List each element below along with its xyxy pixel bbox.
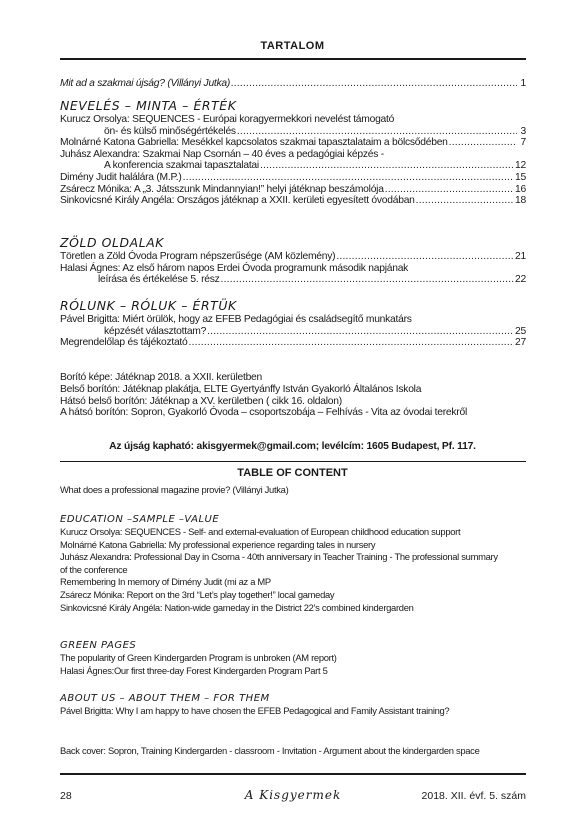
section-heading: EDUCATION –SAMPLE –VALUE bbox=[60, 514, 220, 525]
toc-entry-title: Zsárecz Mónika: A „3. Játsszunk Mindannyian!” helyi játéknap beszámolója bbox=[60, 183, 384, 195]
toc-entry-page: 3 bbox=[520, 125, 526, 137]
english-entry: Juhász Alexandra: Professional Day in Csorna - 40th anniversary in Teacher Training - The professional summary bbox=[60, 551, 498, 563]
english-entry: Remembering In memory of Dimény Judit (mi az a MP bbox=[60, 576, 271, 588]
toc-section-zold-oldalak bbox=[60, 232, 526, 286]
toc-entry bbox=[60, 78, 526, 90]
english-section-education bbox=[60, 513, 530, 614]
dot-leader bbox=[260, 160, 514, 172]
toc-entry-title: Halasi Ágnes: Az első három napos Erdei Óvoda programunk második napjának bbox=[60, 262, 409, 274]
dot-leader bbox=[449, 137, 517, 149]
toc-section-rolunk bbox=[60, 295, 526, 349]
dot-leader bbox=[207, 326, 514, 338]
footer-rule bbox=[60, 773, 526, 775]
credit-line: A hátsó borítón: Sopron, Gyakorló Óvoda – csoportszobája – Felhívás - Vita az óvodai terekről bbox=[60, 407, 467, 419]
toc-entry bbox=[60, 251, 526, 263]
toc-section-neveles bbox=[60, 95, 526, 207]
toc-entry-title: Dimény Judit halálára (M.P.) bbox=[60, 171, 182, 183]
toc-entry bbox=[60, 172, 526, 184]
toc-entry bbox=[60, 337, 526, 349]
english-back-cover bbox=[60, 745, 530, 758]
toc-entry bbox=[60, 263, 526, 286]
page-footer bbox=[60, 790, 526, 806]
english-section-green bbox=[60, 639, 530, 677]
magazine-name: A Kisgyermek bbox=[244, 788, 342, 802]
toc-entry-page: 1 bbox=[520, 78, 526, 89]
section-heading: RÓLUNK – RÓLUK – ÉRTÜK bbox=[60, 298, 237, 313]
toc-entry-title: Töretlen a Zöld Óvoda Program népszerűsége (AM közlemény) bbox=[60, 251, 336, 262]
toc-entry-page: 16 bbox=[515, 183, 526, 195]
credit-line: Borító képe: Játéknap 2018. a XXII. kerületben bbox=[60, 372, 263, 383]
english-intro bbox=[60, 484, 530, 497]
toc-entry-title-cont: ön- és külső minőségértékelés bbox=[104, 125, 236, 137]
toc-entry-title: Juhász Alexandra: Szakmai Nap Csornán – 40 éves a pedagógiai képzés - bbox=[60, 148, 384, 160]
english-entry: of the conference bbox=[60, 563, 128, 575]
toc-entry-page: 7 bbox=[520, 137, 526, 149]
toc-entry-title: Pável Brigitta: Miért örülök, hogy az EFEB Pedagógiai és családsegítő munkatárs bbox=[60, 314, 412, 325]
dot-leader bbox=[231, 78, 517, 90]
english-entry: Back cover: Sopron, Training Kindergarden - classroom - Invitation - Argument about the kindergarden space bbox=[60, 745, 480, 756]
toc-entry-page: 21 bbox=[515, 251, 526, 262]
header-rule bbox=[60, 58, 526, 60]
toc-entry-page: 12 bbox=[515, 160, 526, 172]
toc-entry bbox=[60, 314, 526, 337]
toc-entry-page: 27 bbox=[515, 337, 526, 349]
toc-entry-title-cont: képzését választottam? bbox=[104, 325, 207, 337]
toc-entry-title-cont: leírása és értékelése 5. rész bbox=[98, 274, 220, 286]
english-entry: What does a professional magazine provie? (Villányi Jutka) bbox=[60, 484, 289, 495]
divider-rule bbox=[60, 461, 526, 462]
dot-leader bbox=[416, 195, 514, 207]
english-entry: Halasi Ágnes:Our first three-day Forest Kindergarden Program Part 5 bbox=[60, 664, 328, 676]
credit-line: Hátsó belső borítón: Játéknap a XV. kerületben ( cikk 16. oldalon) bbox=[60, 395, 342, 407]
section-heading: ZÖLD OLDALAK bbox=[60, 235, 165, 250]
english-entry: Pável Brigitta: Why I am happy to have chosen the EFEB Pedagogical and Family Assistant training? bbox=[60, 705, 450, 716]
english-entry: Kurucz Orsolya: SEQUENCES - Self- and external-evaluation of European childhood education support bbox=[60, 526, 461, 537]
contact-line: Az újság kapható: akisgyermek@gmail.com; levélcím: 1605 Budapest, Pf. 117. bbox=[109, 441, 476, 452]
english-toc-title: TABLE OF CONTENT bbox=[237, 467, 348, 479]
toc-entry-page: 15 bbox=[515, 171, 526, 183]
toc-entry-title: Kurucz Orsolya: SEQUENCES - Európai koragyermekkori nevelést támogató bbox=[60, 114, 395, 125]
english-entry: Sinkovicsné Király Angéla: Nation-wide gameday in the District 22’s combined kindergarden bbox=[60, 601, 414, 613]
dot-leader bbox=[189, 337, 515, 349]
toc-entry-title: Molnárné Katona Gabriella: Mesékkel kapcsolatos szakmai tapasztalataim a bölcsődében bbox=[60, 137, 448, 149]
dot-leader bbox=[336, 251, 514, 263]
toc-entry-page: 25 bbox=[515, 325, 526, 337]
english-entry: Molnárné Katona Gabriella: My professional experience regarding tales in nursery bbox=[60, 538, 376, 550]
toc-entry bbox=[60, 195, 526, 207]
page-title: TARTALOM bbox=[260, 40, 325, 52]
toc-entry-page: 22 bbox=[515, 274, 526, 286]
toc-entry-title: Mit ad a szakmai újság? (Villányi Jutka) bbox=[60, 78, 231, 89]
credit-line: Belső borítón: Játéknap plakátja, ELTE Gyertyánffy István Gyakorló Általános Iskola bbox=[60, 383, 422, 395]
dot-leader bbox=[237, 126, 517, 138]
english-section-about bbox=[60, 692, 530, 718]
toc-entry-page: 18 bbox=[515, 195, 526, 207]
issue-info: 2018. XII. évf. 5. szám bbox=[421, 790, 526, 802]
section-heading: NEVELÉS – MINTA – ÉRTÉK bbox=[60, 98, 237, 113]
toc-entry-title-cont: A konferencia szakmai tapasztalatai bbox=[104, 160, 259, 172]
toc-entry bbox=[60, 114, 526, 137]
toc-intro bbox=[60, 78, 526, 90]
cover-credits bbox=[60, 372, 526, 419]
dot-leader bbox=[221, 274, 515, 286]
toc-entry bbox=[60, 137, 526, 149]
section-heading: GREEN PAGES bbox=[60, 640, 137, 651]
toc-entry bbox=[60, 149, 526, 172]
toc-entry-title: Megrendelőlap és tájékoztató bbox=[60, 337, 188, 349]
page-number: 28 bbox=[60, 790, 72, 802]
dot-leader bbox=[385, 184, 514, 196]
english-entry: The popularity of Green Kindergarden Program is unbroken (AM report) bbox=[60, 652, 337, 663]
english-entry: Zsárecz Mónika: Report on the 3rd “Let’s play together!” local gameday bbox=[60, 588, 335, 600]
toc-entry bbox=[60, 184, 526, 196]
dot-leader bbox=[183, 172, 514, 184]
section-heading: ABOUT US – ABOUT THEM – FOR THEM bbox=[60, 693, 270, 704]
toc-entry-title: Sinkovicsné Király Angéla: Országos játéknap a XXII. kerületi egyesített óvodában bbox=[60, 195, 415, 207]
